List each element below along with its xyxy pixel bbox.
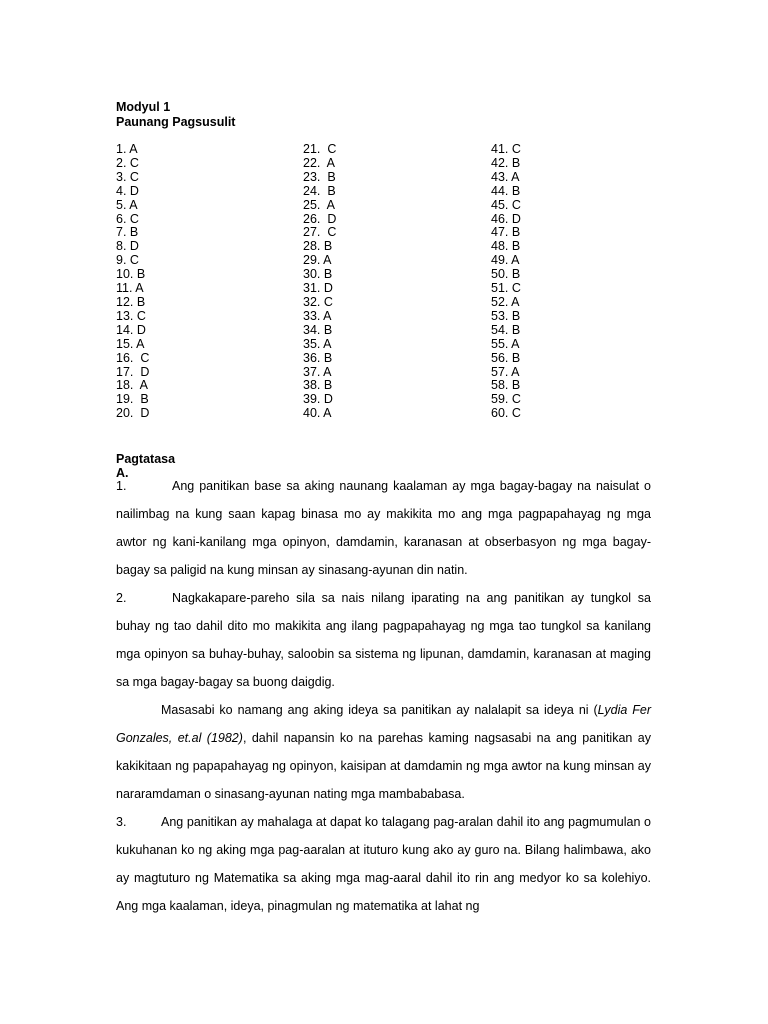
answer-item: 40. A xyxy=(303,406,332,421)
answer-item: 41. C xyxy=(491,142,521,156)
module-subtitle: Paunang Pagsusulit xyxy=(116,115,236,129)
answer-item: 16. C xyxy=(116,350,150,365)
answer-item: 46. D xyxy=(491,211,521,226)
answer-item: 22. A xyxy=(303,155,335,170)
answer-item: 39. D xyxy=(303,392,333,407)
answer-item: 27. C xyxy=(303,225,337,240)
item-2-followup-pre: Masasabi ko namang ang aking ideya sa panitikan ay nalalapit sa ideya ni ( xyxy=(161,703,598,717)
answer-column-1 xyxy=(116,143,149,421)
answer-item: 13. C xyxy=(116,308,146,323)
answer-item: 29. A xyxy=(303,253,332,268)
answer-item: 21. C xyxy=(303,142,337,156)
answer-item: 48. B xyxy=(491,239,521,254)
answer-column-2 xyxy=(303,143,336,421)
answer-item: 5. A xyxy=(116,197,138,212)
answer-item: 33. A xyxy=(303,308,332,323)
answer-item: 4. D xyxy=(116,183,139,198)
answer-item: 55. A xyxy=(491,336,520,351)
answer-item: 31. D xyxy=(303,281,333,296)
answer-item: 38. B xyxy=(303,378,333,393)
module-title: Modyul 1 xyxy=(116,100,171,114)
item-2 xyxy=(116,584,651,696)
pagtatasa-title: Pagtatasa xyxy=(116,452,176,466)
answer-item: 20. D xyxy=(116,406,150,421)
item-3 xyxy=(116,808,651,920)
answer-item: 1. A xyxy=(116,142,138,156)
answer-item: 54. B xyxy=(491,322,521,337)
answer-item: 35. A xyxy=(303,336,332,351)
item-1 xyxy=(116,472,651,584)
answer-item: 50. B xyxy=(491,267,521,282)
answer-item: 26. D xyxy=(303,211,337,226)
answer-item: 47. B xyxy=(491,225,521,240)
answer-item: 44. B xyxy=(491,183,521,198)
item-2-followup-post: , dahil napansin ko na parehas kaming nagsasabi na ang panitikan ay kakikitaan ng papapahayag ng opinyon, kaisipan at damdamin ng mga awtor na kung minsan ay nararamdaman o sinasang-ayunan nating mga mambababasa. xyxy=(116,731,651,802)
answer-item: 17. D xyxy=(116,364,150,379)
answer-item: 6. C xyxy=(116,211,139,226)
answer-item: 37. A xyxy=(303,364,332,379)
answer-item: 19. B xyxy=(116,392,149,407)
answer-item: 25. A xyxy=(303,197,335,212)
answer-item: 53. B xyxy=(491,308,521,323)
answer-item: 60. C xyxy=(491,406,521,421)
answer-item: 36. B xyxy=(303,350,333,365)
section-label: A. xyxy=(116,466,129,480)
answer-item: 32. C xyxy=(303,294,333,309)
answer-item: 30. B xyxy=(303,267,333,282)
item-1-number: 1. xyxy=(116,479,127,493)
answer-item: 59. C xyxy=(491,392,521,407)
answer-item: 10. B xyxy=(116,267,146,282)
item-2-text: Nagkakapare-pareho sila sa nais nilang iparating na ang panitikan ay tungkol sa buhay ng tao dahil dito mo makikita ang ilang pagpapahayag ng mga tao tungkol sa kanilang mga opinyon sa buhay-buhay, saloobin sa sistema ng lipunan, damdamin, karanasan at maging sa mga bagay-bagay sa buong daigdig. xyxy=(116,591,651,690)
answer-item: 57. A xyxy=(491,364,520,379)
answer-item: 49. A xyxy=(491,253,520,268)
item-1-text: Ang panitikan base sa aking naunang kaalaman ay mga bagay-bagay na naisulat o nailimbag na kung saan kapag binasa mo ay makikita mo ang mga pagpapahayag ng mga awtor ng kani-kanilang mga opinyon, damdamin, karanasan at obserbasyon ng mga bagay-bagay sa paligid na kung minsan ay sinasang-ayunan din natin. xyxy=(116,479,651,578)
answer-item: 28. B xyxy=(303,239,333,254)
answer-item: 52. A xyxy=(491,294,520,309)
answer-item: 23. B xyxy=(303,169,336,184)
answer-item: 3. C xyxy=(116,169,139,184)
answer-item: 15. A xyxy=(116,336,145,351)
answer-item: 58. B xyxy=(491,378,521,393)
answer-item: 2. C xyxy=(116,155,139,170)
answer-item: 45. C xyxy=(491,197,521,212)
answer-item: 42. B xyxy=(491,155,521,170)
item-2-number: 2. xyxy=(116,591,127,605)
answer-item: 51. C xyxy=(491,281,521,296)
answer-item: 18. A xyxy=(116,378,148,393)
answer-item: 34. B xyxy=(303,322,333,337)
answer-item: 56. B xyxy=(491,350,521,365)
answer-item: 14. D xyxy=(116,322,146,337)
item-3-text: Ang panitikan ay mahalaga at dapat ko talagang pag-aralan dahil ito ang pagmumulan o kukuhanan ko ng aking mga pag-aaralan at ituturo kung ako ay guro na. Bilang halimbawa, ako ay magtuturo ng Matematika sa aking mga mag-aaral dahil ito rin ang medyor ko sa kolehiyo. Ang mga kaalaman, ideya, pinagmulan ng matematika at lahat ng xyxy=(116,815,651,914)
answer-item: 12. B xyxy=(116,294,146,309)
answer-item: 43. A xyxy=(491,169,520,184)
answer-item: 24. B xyxy=(303,183,336,198)
item-3-number: 3. xyxy=(116,815,127,829)
citation: Lydia Fer Gonzales, et.al (1982) xyxy=(116,703,651,746)
item-2-followup xyxy=(116,696,651,808)
answer-item: 9. C xyxy=(116,253,139,268)
answer-item: 11. A xyxy=(116,281,144,296)
answer-item: 8. D xyxy=(116,239,139,254)
answer-column-3 xyxy=(491,143,521,421)
answer-item: 7. B xyxy=(116,225,139,240)
